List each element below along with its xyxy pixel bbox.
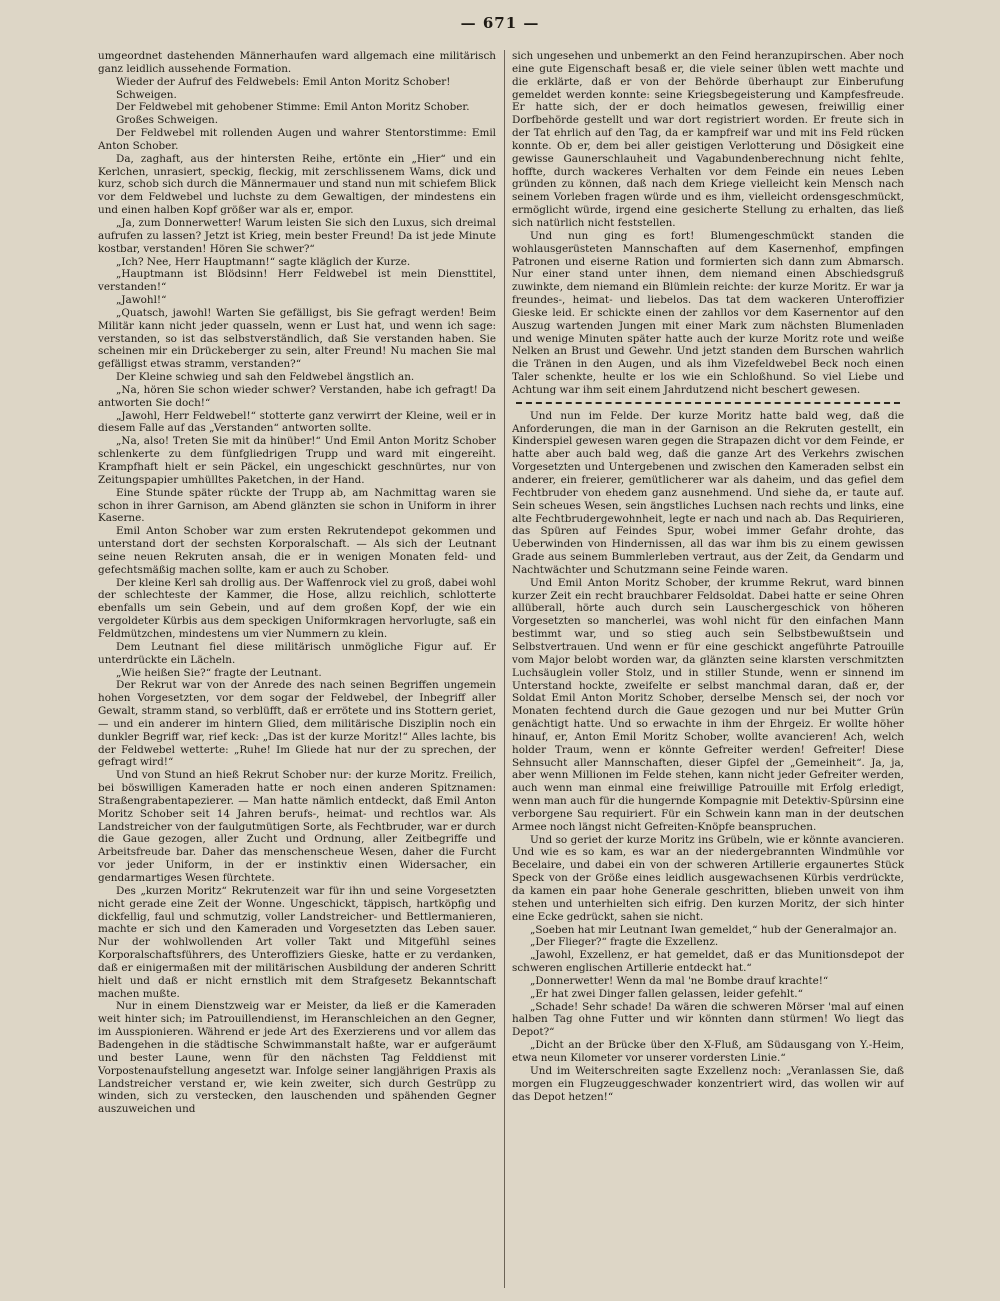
paragraph: „Ich? Nee, Herr Hauptmann!“ sagte kläglich der Kurze.: [116, 255, 411, 268]
paragraph: „Jawohl, Exzellenz, er hat gemeldet, daß er das Munitionsdepot der schweren englischen Artillerie entdeckt hat.“: [512, 949, 904, 975]
paragraph: „Wie heißen Sie?“ fragte der Leutnant.: [116, 666, 322, 679]
paragraph: „Hauptmann ist Blödsinn! Herr Feldwebel ist mein Diensttitel, verstanden!“: [98, 268, 496, 294]
paragraph: Und nun ging es fort! Blumengeschmückt standen die wohlausgerüsteten Mannschaften auf dem Kasernenhof, empfingen Patronen und eiserne Ration und formierten sich dann zum Abmarsch. Nur einer stand unter ihnen, dem niemand einen Abschiedsgruß zuwinkte, dem niemand ein Blümlein reichte: der kurze Moritz. Er war ja freundes-, heimat- und liebelos. Das tat dem wackeren Unteroffizier Gieske leid. Er schickte einen der zahllos vor dem Kasernentor auf den Auszug wartenden Jungen mit einer Mark zum nächsten Blumenladen und wenige Minuten später hatte auch der kurze Moritz rote und weiße Nelken an Brust und Gewehr. Und jetzt standen dem Burschen wahrlich die Tränen in den Augen, und als ihm Vizefeldwebel Beck noch einen Taler schenkte, heulte er los wie ein Schloßhund. So viel Liebe und Achtung war ihm seit einem Jahrdutzend nicht beschert gewesen.: [512, 229, 904, 396]
paragraph: Schweigen.: [116, 88, 177, 101]
paragraph: „Soeben hat mir Leutnant Iwan gemeldet,“ hub der Generalmajor an.: [530, 923, 897, 936]
paragraph: Und nun im Felde. Der kurze Moritz hatte bald weg, daß die Anforderungen, die man in der Garnison an die Rekruten gestellt, ein Kinderspiel gewesen waren gegen die Strapazen dicht vor dem Feinde, er hatte aber auch bald weg, daß die ganze Art des Verkehrs zwischen Vorgesetzten und Untergebenen und zwischen den Kameraden selbst ein anderer, ein freierer, gemütlicherer war als daheim, und das gefiel dem Fechtbruder von ehedem ganz ausnehmend. Und siehe da, er taute auf. Sein scheues Wesen, sein ängstliches Luchsen nach rechts und links, eine alte Fechtbrudergewohnheit, legte er nach und nach ab. Das Requirieren, das Spüren auf Feindes Spur, wobei immer Gefahr drohte, das Ueberwinden von Hindernissen, all das war ihm bis zu einem gewissen Grade aus seinem Bummlerleben vertraut, aus der Zeit, da Gendarm und Nachtwächter und Schutzmann seine Feinde waren.: [512, 409, 904, 576]
paragraph: Der Kleine schwieg und sah den Feldwebel ängstlich an.: [116, 371, 415, 384]
paragraph: Des „kurzen Moritz“ Rekrutenzeit war für ihn und seine Vorgesetzten nicht gerade eine Zeit der Wonne. Ungeschickt, täppisch, hartköpfig und dickfellig, faul und schmutzig, voller Landstreicher- und Bettlermanieren, machte er sich und den Kameraden und Vorgesetzten das Leben sauer. Nur der wohlwollenden Art voller Takt und Mitgefühl seines Korporalschaftsführers, des Unteroffiziers Gieske, hatte er zu verdanken, daß er einigermaßen mit der militärischen Ausbildung der anderen Schritt hielt und daß er nicht ernstlich mit dem Strafgesetz Bekanntschaft machen mußte.: [98, 884, 496, 1000]
paragraph: „Er hat zwei Dinger fallen gelassen, leider gefehlt.“: [530, 987, 803, 1000]
paragraph: Da, zaghaft, aus der hintersten Reihe, ertönte ein „Hier“ und ein Kerlchen, unrasiert, speckig, fleckig, mit zerschlissenem Wams, dick und kurz, schob sich durch die Männermauer und stand nun mit schiefem Blick vor dem Feldwebel und luchste zu dem Gewaltigen, der mindestens ein und einen halben Kopf größer war als er, empor.: [98, 152, 496, 217]
right-column-bottom-section: [512, 410, 904, 1104]
paragraph: Dem Leutnant fiel diese militärisch unmögliche Figur auf. Er unterdrückte ein Lächeln.: [98, 640, 496, 666]
page-number: — 671 —: [460, 14, 540, 32]
paragraph: Wieder der Aufruf des Feldwebels: Emil Anton Moritz Schober!: [116, 75, 451, 88]
paragraph: Und im Weiterschreiten sagte Exzellenz noch: „Veranlassen Sie, daß morgen ein Flugzeuggeschwader konzentriert wird, das wollen wir auf das Depot hetzen!“: [512, 1064, 904, 1103]
paragraph: „Schade! Sehr schade! Da wären die schweren Mörser 'mal auf einen halben Tag ohne Futter und wir könnten dann stürmen! Wo liegt das Depot?“: [512, 1000, 904, 1039]
left-text-column: [98, 50, 496, 1289]
paragraph: Der Feldwebel mit gehobener Stimme: Emil Anton Moritz Schober.: [116, 101, 470, 114]
paragraph: Emil Anton Schober war zum ersten Rekrutendepot gekommen und unterstand dort der sechsten Korporalschaft. — Als sich der Leutnant seine neuen Rekruten ansah, die er in wenigen Monaten feld- und gefechtsmäßig machen sollte, kam er auch zu Schober.: [98, 525, 496, 576]
right-text-column: [512, 50, 904, 1289]
paragraph: „Dicht an der Brücke über den X-Fluß, am Südausgang von Y.-Heim, etwa neun Kilometer vor unserer vordersten Linie.“: [512, 1039, 904, 1064]
paragraph: „Ja, zum Donnerwetter! Warum leisten Sie sich den Luxus, sich dreimal aufrufen zu lassen? Jetzt ist Krieg, mein bester Freund! Da ist jede Minute kostbar, verstanden! Hören Sie schwer?“: [98, 216, 496, 255]
paragraph: Der Feldwebel mit rollenden Augen und wahrer Stentorstimme: Emil Anton Schober.: [98, 127, 496, 152]
right-column-top-section: [512, 50, 904, 397]
paragraph: „Na, also! Treten Sie mit da hinüber!“ Und Emil Anton Moritz Schober schlenkerte zu dem fünfgliedrigen Trupp und ward mit eingereiht. Krampfhaft hielt er sein Päckel, ein ungeschickt geschnürtes, nur von Zeitungspapier umhülltes Paketchen, in der Hand.: [98, 435, 496, 486]
paragraph: „Jawohl!“: [116, 294, 167, 307]
paragraph: Großes Schweigen.: [116, 114, 219, 127]
paragraph: „Na, hören Sie schon wieder schwer? Verstanden, habe ich gefragt! Da antworten Sie doch!“: [98, 383, 496, 409]
paragraph: umgeordnet dastehenden Männerhaufen ward allgemach eine militärisch ganz leidlich aussehende Formation.: [98, 50, 496, 75]
paragraph: Der Rekrut war von der Anrede des nach seinen Begriffen ungemein hohen Vorgesetzten, vor dem sogar der Feldwebel, der Inbegriff aller Gewalt, stramm stand, so verblüfft, daß er errötete und ins Stottern geriet, — und ein anderer im hintern Glied, dem militärische Disziplin noch ein dunkler Begriff war, rief keck: „Das ist der kurze Moritz!“ Alles lachte, bis der Feldwebel wetterte: „Ruhe! Im Gliede hat nur der zu sprechen, der gefragt wird!“: [98, 679, 496, 769]
paragraph: „Quatsch, jawohl! Warten Sie gefälligst, bis Sie gefragt werden! Beim Militär kann nicht jeder quasseln, wenn er Lust hat, und wenn ich sage: verstanden, so ist das selbstverständlich, daß Sie verstanden haben. Sie scheinen mir ein Drückeberger zu sein, alter Freund! Nu machen Sie mal gefälligst etwas stramm, verstanden?“: [98, 306, 496, 371]
paragraph: Und so geriet der kurze Moritz ins Grübeln, wie er könnte avancieren. Und wie es so kam, es war an der niedergebrannten Windmühle vor Becelaire, und dabei ein von der schweren Artillerie ergaunertes Stück Speck von der Größe eines leidlich ausgewachsenen Kürbis verdrückte, da kamen ein paar hohe Generale geschritten, blieben unweit von ihm stehen und unterhielten sich eifrig. Den kurzen Moritz, der sich hinter eine Ecke gedrückt, sahen sie nicht.: [512, 833, 904, 923]
paragraph: „Donnerwetter! Wenn da mal 'ne Bombe drauf krachte!“: [530, 974, 829, 987]
paragraph: Eine Stunde später rückte der Trupp ab, am Nachmittag waren sie schon in ihrer Garnison, am Abend glänzten sie schon in Uniform in ihrer Kaserne.: [98, 486, 496, 525]
paragraph: „Jawohl, Herr Feldwebel!“ stotterte ganz verwirrt der Kleine, weil er in diesem Falle auf das „Verstanden“ antworten sollte.: [98, 409, 496, 435]
paragraph: Nur in einem Dienstzweig war er Meister, da ließ er die Kameraden weit hinter sich; im Patrouillendienst, im Heranschleichen an den Gegner, im Ausspionieren. Während er jede Art des Exerzierens und vor allem das Badengehen in die städtische Schwimmanstalt haßte, war er aufgeräumt und bester Laune, wenn für den nächsten Tag Felddienst mit Vorpostenaufstellung angesetzt war. Infolge seiner langjährigen Praxis als Landstreicher verstand er, wie kein zweiter, sich durch Gestrüpp zu winden, sich zu verstecken, den lauschenden und spähenden Gegner auszuweichen und: [98, 1000, 496, 1116]
section-separator: [516, 402, 900, 404]
paragraph: Und Emil Anton Moritz Schober, der krumme Rekrut, ward binnen kurzer Zeit ein recht brauchbarer Feldsoldat. Dabei hatte er seine Ohren allüberall, hörte auch durch sein Lauschergeschick von höheren Vorgesetzten so mancherlei, was wohl nicht für den einfachen Mann bestimmt war, und so stieg auch sein Selbstbewußtsein und Selbstvertrauen. Und wenn er für eine geschickt angeführte Patrouille vom Major belobt worden war, da glänzten seine klarsten verschmitzten Luchsäuglein voller Stolz, und in stiller Stunde, wenn er sinnend im Unterstand hockte, zweifelte er selbst manchmal daran, daß er, der Soldat Emil Anton Moritz Schober, derselbe Mensch sei, der noch vor Monaten fechtend durch die Gaue gezogen und nur bei Mutter Grün genächtigt hatte. Und so erwachte in ihm der Ehrgeiz. Er wollte höher hinauf, er, Anton Emil Moritz Schober, wollte avancieren! Ach, welch holder Traum, wenn er könnte Gefreiter werden! Gefreiter! Diese Sehnsucht aller Mannschaften, dieser Gipfel der „Gemeinheit“. Ja, ja, aber wenn Millionen im Felde stehen, kann nicht jeder Gefreiter werden, auch wenn man einmal eine freiwillige Patrouille mit Erfolg erledigt, wenn man auch für die hungernde Kompagnie mit Detektiv-Spürsinn eine verborgene Sau requiriert. Für ein Schwein kann man in der deutschen Armee noch längst nicht Gefreiten-Knöpfe beanspruchen.: [512, 576, 904, 833]
paragraph: sich ungesehen und unbemerkt an den Feind heranzupirschen. Aber noch eine gute Eigenschaft besaß er, die viele seiner üblen wett machte und die erklärte, daß er von der Behörde überhaupt zur Einberufung gemeldet werden konnte: seine Kriegsbegeisterung und Kampfesfreude. Er hatte sich, der er doch heimatlos gewesen, freiwillig einer Dorfbehörde gestellt und war dort registriert worden. Er freute sich in der Tat ehrlich auf den Tag, da er kampfreif war und mit ins Feld rücken konnte. Ob er, dem bei aller geistigen Verlotterung und Dösigkeit eine gewisse Gaunerschlauheit und Vagabundenberechnung nicht fehlte, hoffte, durch wackeres Verhalten vor dem Feinde ein neues Leben gründen zu können, daß nach dem Kriege vielleicht kein Mensch nach seinem Vorleben fragen würde und es ihm, vielleicht ordensgeschmückt, ermöglicht würde, irgend eine gesicherte Stellung zu erhalten, das ließ sich natürlich nicht feststellen.: [512, 50, 904, 229]
paragraph: „Der Flieger?“ fragte die Exzellenz.: [530, 936, 719, 949]
paragraph: Und von Stund an hieß Rekrut Schober nur: der kurze Moritz. Freilich, bei böswilligen Kameraden hatte er noch einen anderen Spitznamen: Straßengrabentapezierer. — Man hatte nämlich entdeckt, daß Emil Anton Moritz Schober seit 14 Jahren berufs-, heimat- und rechtlos war. Als Landstreicher von der faulgutmütigen Sorte, als Fechtbruder, war er durch die Gaue gezogen, aller Zucht und Ordnung, aller Zeitbegriffe und Arbeitsfreude bar. Daher das menschenscheue Wesen, daher die Furcht vor jeder Uniform, in der er instinktiv einen Widersacher, ein gendarmartiges Wesen fürchtete.: [98, 769, 496, 884]
paragraph: Der kleine Kerl sah drollig aus. Der Waffenrock viel zu groß, dabei wohl der schlechteste der Kammer, die Hose, allzu reichlich, schlotterte ebenfalls um sein Gebein, und auf dem großen Kopf, der wie ein vergoldeter Kürbis aus dem speckigen Uniformkragen hervorlugte, saß ein Feldmützchen, mindestens um vier Nummern zu klein.: [98, 576, 496, 640]
column-divider: [504, 50, 505, 1288]
